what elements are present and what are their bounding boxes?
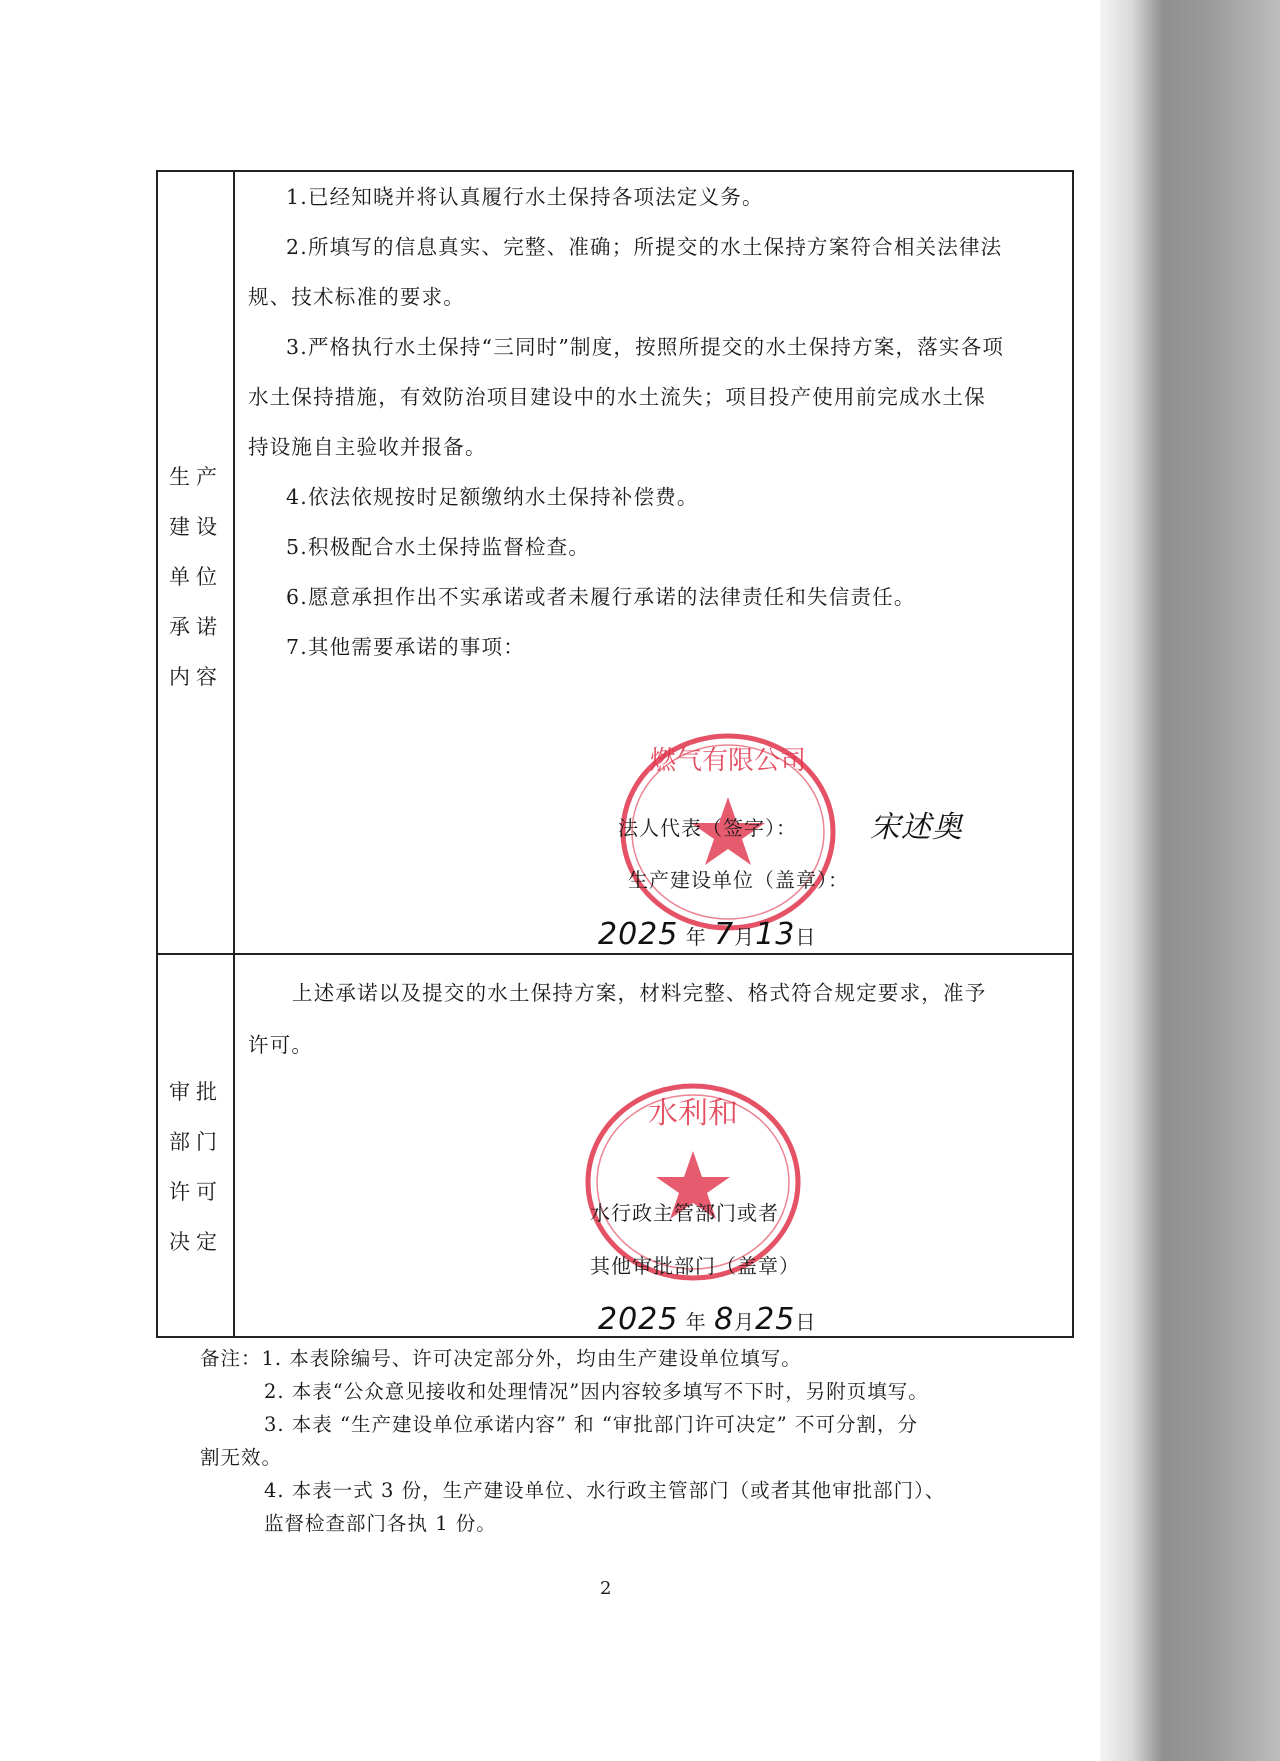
clause-6: 6.愿意承担作出不实承诺或者未履行承诺的法律责任和失信责任。 [286, 585, 916, 609]
approval-decision-text: 上述承诺以及提交的水土保持方案，材料完整、格式符合规定要求，准予 许可。 [248, 981, 987, 1057]
column-divider [233, 172, 235, 1336]
clause-7: 7.其他需要承诺的事项： [286, 635, 525, 659]
page-number: 2 [600, 1578, 612, 1599]
clause-3: 3.严格执行水土保持“三同时”制度，按照所提交的水土保持方案，落实各项 水土保持措施，有效防治项目建设中的水土流失；项目投产使用前完成水土保 持设施自主验收并报备。 [248, 335, 1005, 459]
clause-1: 1.已经知晓并将认真履行水土保持各项法定义务。 [286, 185, 764, 209]
commitment-clauses [248, 172, 1063, 672]
svg-text:水利和: 水利和 [648, 1096, 738, 1131]
svg-text:燃气有限公司: 燃气有限公司 [649, 746, 807, 776]
note-4-cont: 监督检查部门各执 1 份。 [264, 1512, 497, 1535]
approver-label-line-2: 其他审批部门（盖章） [590, 1254, 800, 1278]
commitment-date: 2025 年 7月13日 [598, 917, 817, 952]
note-2: 2. 本表“公众意见接收和处理情况”因内容较多填写不下时，另附页填写。 [264, 1380, 929, 1403]
legal-representative-signature: 宋述奥 [870, 810, 963, 845]
clause-2: 2.所填写的信息真实、完整、准确；所提交的水土保持方案符合相关法律法 规、技术标准的要求。 [248, 235, 1003, 309]
footnotes [200, 1342, 1080, 1540]
approval-date: 2025 年 8月25日 [598, 1302, 817, 1337]
note-3-cont: 割无效。 [200, 1446, 283, 1469]
approver-label-line-1: 水行政主管部门或者 [590, 1201, 779, 1225]
row-divider [158, 953, 1072, 955]
commitment-table [156, 170, 1074, 1338]
scan-edge-shadow [1100, 0, 1280, 1761]
clause-4: 4.依法依规按时足额缴纳水土保持补偿费。 [286, 485, 699, 509]
commitment-section-label: 生产 建设 单位 承诺 内容 [169, 465, 223, 689]
legal-representative-label: 法人代表（签字）： [618, 816, 797, 840]
note-1: 备注：1. 本表除编号、许可决定部分外，均由生产建设单位填写。 [200, 1347, 802, 1370]
clause-5: 5.积极配合水土保持监督检查。 [286, 535, 591, 559]
note-3: 3. 本表 “生产建设单位承诺内容” 和 “审批部门许可决定” 不可分割，分 [264, 1413, 918, 1436]
note-4: 4. 本表一式 3 份，生产建设单位、水行政主管部门（或者其他审批部门）、 [264, 1479, 946, 1502]
unit-seal-label: 生产建设单位（盖章）： [628, 868, 849, 892]
approval-section-label: 审批 部门 许可 决定 [169, 1080, 223, 1254]
